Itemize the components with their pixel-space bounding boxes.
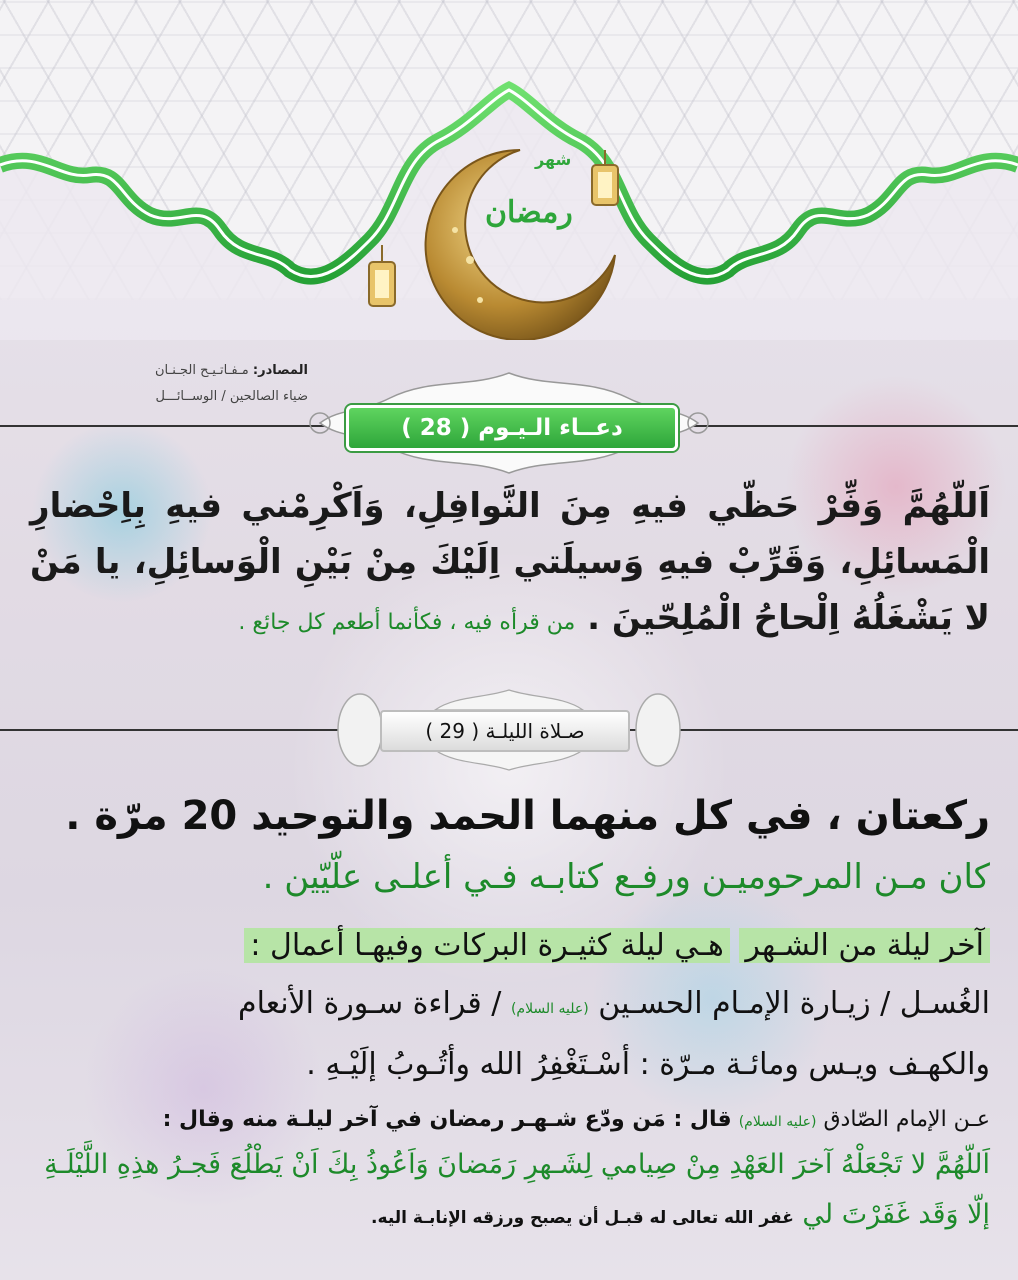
source-mafatih: مـفـاتـيـح الجـنـان — [154, 363, 249, 378]
dua-reward-note: من قرأه فيه ، فكأنما أطعم كل جائع . — [238, 610, 576, 635]
last-night-deeds — [30, 976, 990, 1093]
alayh-salam-seal: (عليه السلام) — [510, 1001, 589, 1017]
farewell-dua — [30, 1140, 990, 1243]
day-dua-badge: دعــاء الـيـوم ( 28 ) — [346, 405, 678, 451]
farewell-dua-text: اَللّهُمَّ لا تَجْعَلْهُ آخرَ العَهْدِ مِنْ صِيامي لِشَـهرِ رَمَضانَ وَاَعُوذُ بِكَ اَنْ يَطْلُعَ فَجـرُ هذِهِ اللَّيْلَـةِ إلّا وَقَد غَفَرْتَ لي — [44, 1149, 990, 1230]
hadith-intro-b: قال : مَن ودّع شـهـر رمضان في آخر ليلـة منه وقال : — [162, 1107, 732, 1132]
deeds-line-1 — [30, 976, 990, 1037]
alayh-salam-seal-2: (عليه السلام) — [738, 1114, 817, 1130]
last-night-part2: هـي ليلة كثيـرة البركات وفيهـا أعمال : — [244, 928, 730, 963]
source-line-2: ضياء الصالحين / الوســائـــل — [155, 389, 308, 404]
source-credits — [28, 358, 308, 410]
green-crest-frame — [0, 0, 1018, 340]
farewell-reward: غفر الله تعالى له قبـل أن يصبح ورزقه الإنابـة اليه. — [371, 1208, 794, 1228]
day-dua-text — [30, 478, 990, 651]
hadith-intro-a: عـن الإمام الصّادق — [823, 1107, 990, 1132]
last-night-line — [30, 922, 990, 970]
source-line-1 — [28, 358, 308, 384]
hadith-intro — [30, 1100, 990, 1142]
deeds-ghusl: الغُسـل / زيـارة الإمـام الحسـين — [598, 986, 990, 1021]
header-decoration — [0, 0, 1018, 330]
night-prayer-badge: صـلاة الليلـة ( 29 ) — [380, 710, 630, 752]
deeds-anam: / قراءة سـورة الأنعام — [238, 986, 502, 1021]
prayer-rakaat: ركعتان ، في كل منهما الحمد والتوحيد 20 مرّة . — [65, 793, 990, 839]
source-label: المصادر: — [252, 363, 308, 378]
prayer-reward: كان مـن المرحوميـن ورفـع كتابـه فـي أعلـى علّيّين . — [262, 857, 990, 897]
deeds-line-2: والكهـف ويـس ومائـة مـرّة : أسْـتَغْفِرُ الله وأتُـوبُ إلَيْـهِ . — [306, 1047, 990, 1082]
logo-word: شهر — [535, 150, 572, 169]
last-night-part1: آخر ليلة من الشـهر — [739, 928, 990, 963]
logo-script: رمضان — [485, 195, 573, 230]
dua-body: اَللّهُمَّ وَفِّرْ حَظّي فيهِ مِنَ النَّوافِلِ، وَاَكْرِمْني فيهِ بِاِحْضارِ الْمَسائِلِ، وَقَرِّبْ فيهِ وَسيلَتي اِلَيْكَ مِنْ بَيْنِ الْوَسائِلِ، يا مَنْ لا يَشْغَلُهُ اِلْحاحُ الْمُلِحّينَ . — [30, 486, 990, 638]
